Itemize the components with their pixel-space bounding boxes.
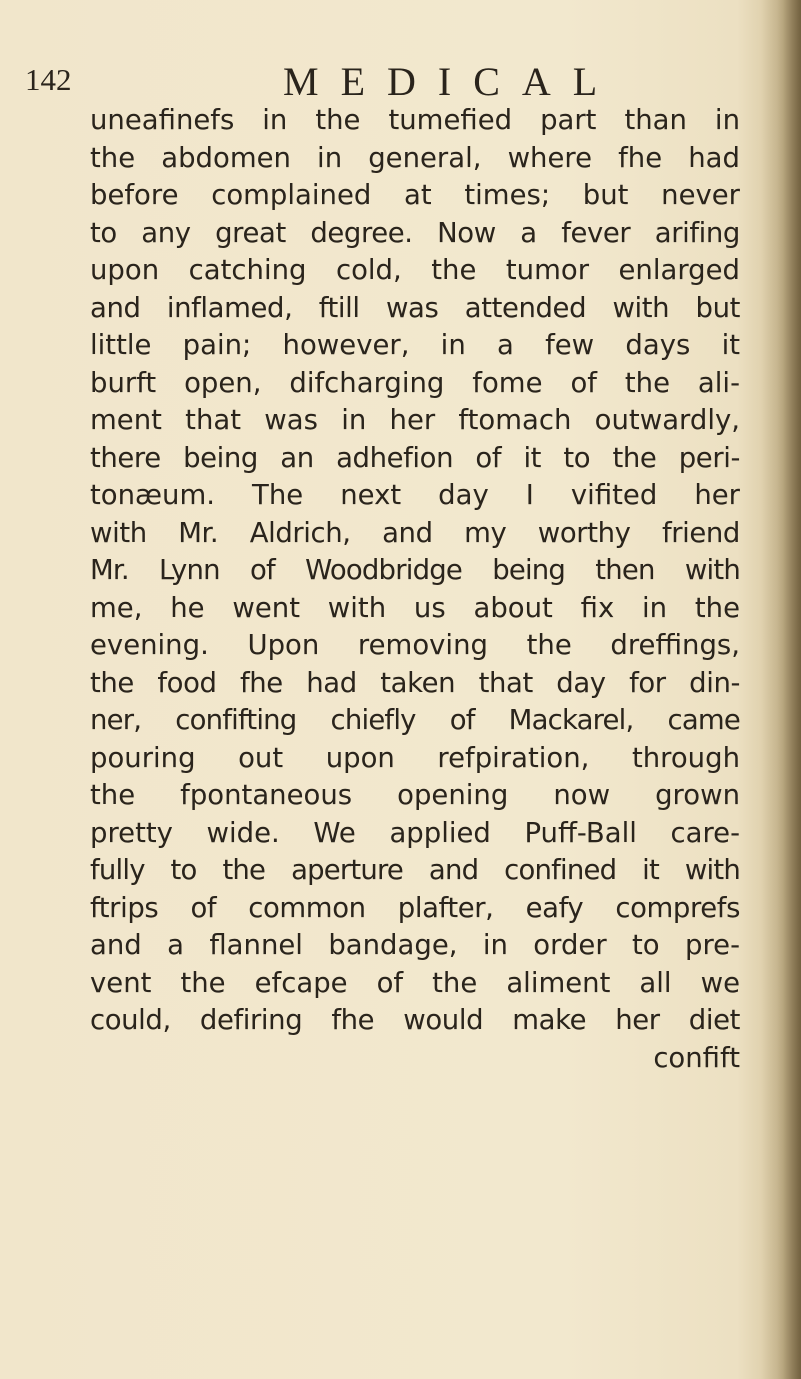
page-number: 142 — [25, 62, 72, 97]
text-line: before complained at times; but never — [90, 179, 740, 211]
text-line: pretty wide. We applied Puff-Ball care- — [90, 816, 740, 849]
text-line: could, defiring fhe would make her diet — [90, 1004, 740, 1036]
text-line: the fpontaneous opening now grown — [90, 779, 740, 811]
text-line: fully to the aperture and confined it with — [90, 854, 740, 886]
text-line: Mr. Lynn of Woodbridge being then with — [90, 554, 740, 586]
text-line: upon catching cold, the tumor enlarged — [90, 254, 740, 286]
text-line: to any great degree. Now a fever arifing — [90, 216, 740, 249]
running-head: MEDICAL — [283, 59, 620, 104]
text-line: little pain; however, in a few days it — [90, 329, 740, 361]
text-line: me, he went with us about fix in the — [90, 591, 740, 624]
body-text — [90, 102, 740, 1077]
binding-gutter-shadow — [761, 0, 801, 1379]
text-line: tonæum. The next day I vifited her — [90, 479, 740, 511]
text-line: and a flannel bandage, in order to pre- — [90, 929, 740, 961]
text-line: the abdomen in general, where fhe had — [90, 141, 740, 174]
catchword: confift — [653, 1041, 740, 1074]
text-line: there being an adhefion of it to the peri- — [90, 441, 740, 474]
text-line: and inflamed, ftill was attended with but — [90, 291, 740, 324]
text-line: burft open, difcharging fome of the ali- — [90, 366, 740, 399]
text-line: evening. Upon removing the dreffings, — [90, 629, 740, 661]
text-line: the food fhe had taken that day for din- — [90, 666, 740, 699]
text-line: vent the efcape of the aliment all we — [90, 966, 740, 999]
text-line: ment that was in her ftomach outwardly, — [90, 404, 740, 436]
text-line: ner, confifting chiefly of Mackarel, came — [90, 704, 740, 736]
text-line: ftrips of common plafter, eafy comprefs — [90, 891, 740, 924]
text-line: uneafinefs in the tumefied part than in — [90, 104, 740, 136]
text-line: pouring out upon refpiration, through — [90, 741, 740, 774]
text-line: with Mr. Aldrich, and my worthy friend — [90, 516, 740, 549]
